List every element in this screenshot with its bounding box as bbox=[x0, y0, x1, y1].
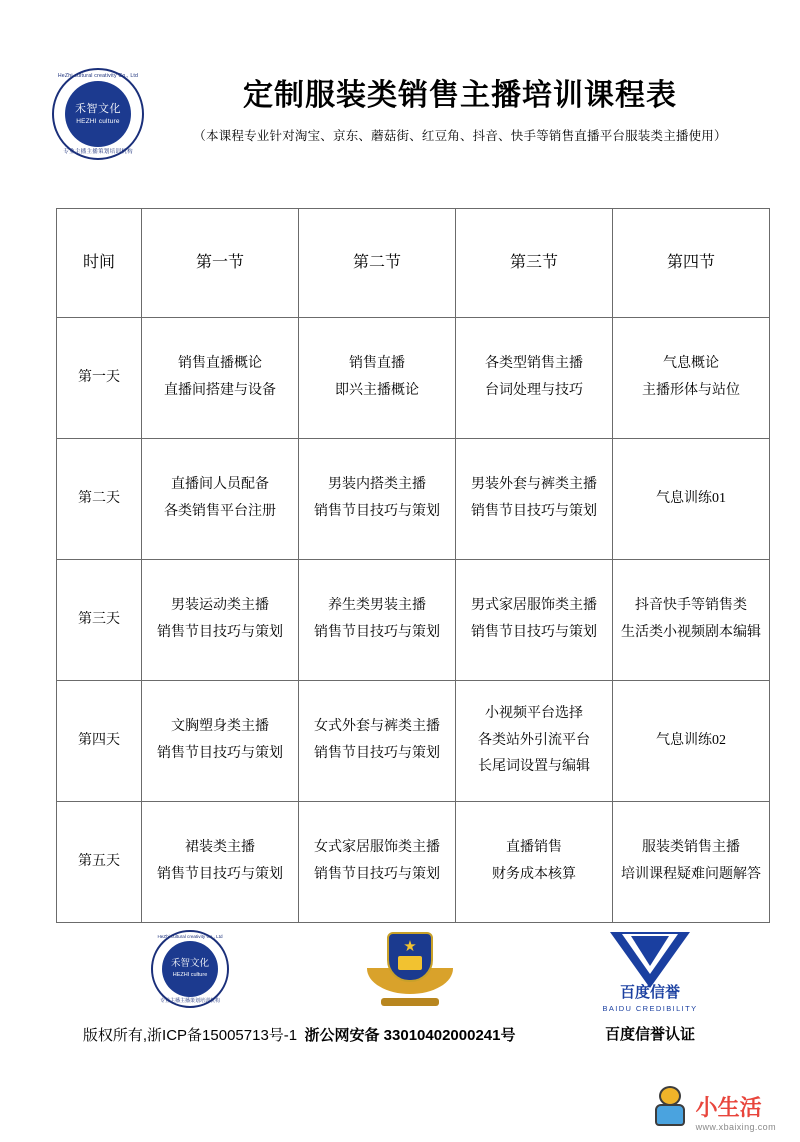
cell-line: 裙装类主播 bbox=[185, 840, 255, 856]
column-header-time: 时间 bbox=[57, 209, 142, 318]
cell-line: 各类型销售主播 bbox=[485, 356, 583, 372]
page-title: 定制服装类销售主播培训课程表 bbox=[243, 79, 677, 112]
cell-day5-session1 bbox=[142, 802, 299, 923]
copyright-badge bbox=[60, 930, 320, 1045]
mascot-head bbox=[659, 1086, 681, 1106]
cell-day2-session3 bbox=[456, 439, 613, 560]
column-header-session-4: 第四节 bbox=[613, 209, 770, 318]
page-subtitle: （本课程专业针对淘宝、京东、蘑菇街、红豆角、抖音、快手等销售直播平台服装类主播使用） bbox=[193, 129, 727, 143]
cell-line: 销售节目技巧与策划 bbox=[314, 504, 440, 519]
cell-line: 销售节目技巧与策划 bbox=[314, 867, 440, 882]
logo-arc-top-text: HeZhi cultural creativity Co., Ltd bbox=[57, 73, 139, 79]
cell-line: 气息训练02 bbox=[656, 732, 726, 748]
table-row bbox=[57, 681, 770, 802]
logo-company-name-en: HEZHI culture bbox=[172, 972, 208, 979]
title-block bbox=[160, 70, 760, 144]
baidu-brand-name: 百度信誉 bbox=[619, 984, 680, 1001]
site-watermark bbox=[650, 1086, 776, 1132]
cell-line: 销售节目技巧与策划 bbox=[314, 625, 440, 640]
row-label-day: 第五天 bbox=[57, 802, 142, 923]
cell-line: 男式家居服饰类主播 bbox=[471, 598, 597, 614]
table-row bbox=[57, 802, 770, 923]
cell-day5-session2 bbox=[299, 802, 456, 923]
police-beian-text: 浙公网安备 33010402000241号 bbox=[304, 1027, 516, 1044]
logo-inner-disc bbox=[65, 81, 131, 147]
cell-line: 小视频平台选择 bbox=[485, 706, 583, 722]
cell-line: 销售节目技巧与策划 bbox=[157, 867, 283, 882]
cell-day3-session1 bbox=[142, 560, 299, 681]
cell-day4-session1 bbox=[142, 681, 299, 802]
baidu-v-core bbox=[631, 936, 669, 966]
watermark-url: www.xbaixing.com bbox=[695, 1122, 776, 1132]
cell-line: 即兴主播概论 bbox=[335, 383, 419, 398]
cell-line: 男装内搭类主播 bbox=[328, 477, 426, 493]
cell-day1-session3 bbox=[456, 318, 613, 439]
table-body bbox=[57, 318, 770, 923]
cell-line: 直播间人员配备 bbox=[171, 477, 269, 493]
cell-line: 各类销售平台注册 bbox=[164, 504, 276, 519]
logo-arc-bottom-text: 专业主播主播策划培训机构 bbox=[63, 149, 133, 155]
cell-day3-session3 bbox=[456, 560, 613, 681]
cell-line: 销售节目技巧与策划 bbox=[314, 746, 440, 761]
cell-day3-session2 bbox=[299, 560, 456, 681]
logo-arc-top-text: HeZhi cultural creativity Co., Ltd bbox=[157, 934, 223, 939]
table-row bbox=[57, 318, 770, 439]
mascot-body bbox=[655, 1104, 685, 1126]
emblem-base bbox=[381, 998, 439, 1006]
cell-line: 男装运动类主播 bbox=[171, 598, 269, 614]
row-label-day: 第一天 bbox=[57, 318, 142, 439]
copyright-text: 版权所有,浙ICP备15005713号-1 bbox=[82, 1027, 298, 1044]
cell-line: 主播形体与站位 bbox=[642, 383, 740, 398]
table-header-row bbox=[57, 209, 770, 318]
cell-line: 销售节目技巧与策划 bbox=[157, 746, 283, 761]
cell-line: 直播销售 bbox=[506, 840, 562, 856]
baidu-credibility-badge[interactable] bbox=[540, 930, 760, 1044]
logo-company-name-cn: 禾智文化 bbox=[170, 958, 209, 970]
cell-line: 文胸塑身类主播 bbox=[171, 719, 269, 735]
cell-day2-session4 bbox=[613, 439, 770, 560]
emblem-gate bbox=[398, 956, 422, 970]
cell-day4-session3 bbox=[456, 681, 613, 802]
column-header-session-3: 第三节 bbox=[456, 209, 613, 318]
mascot-icon bbox=[650, 1086, 690, 1132]
cell-line: 直播间搭建与设备 bbox=[164, 383, 276, 398]
watermark-title: 小生活 bbox=[695, 1095, 762, 1120]
watermark-text-column bbox=[696, 1097, 776, 1132]
cell-day4-session2 bbox=[299, 681, 456, 802]
cell-line: 财务成本核算 bbox=[492, 867, 576, 882]
row-label-day: 第四天 bbox=[57, 681, 142, 802]
baidu-v-icon bbox=[608, 930, 692, 1002]
cell-line: 养生类男装主播 bbox=[328, 598, 426, 614]
company-logo-small bbox=[151, 930, 229, 1008]
document-footer bbox=[0, 930, 800, 1070]
table-row bbox=[57, 560, 770, 681]
cell-line: 长尾词设置与编辑 bbox=[478, 759, 590, 775]
cell-day2-session1 bbox=[142, 439, 299, 560]
cell-day4-session4 bbox=[613, 681, 770, 802]
cell-day2-session2 bbox=[299, 439, 456, 560]
cell-day1-session4 bbox=[613, 318, 770, 439]
logo-arc-bottom-text: 专业主播主播策划培训机构 bbox=[159, 998, 220, 1004]
cell-line: 销售节目技巧与策划 bbox=[471, 504, 597, 519]
cell-line: 女式外套与裤类主播 bbox=[314, 719, 440, 735]
cell-line: 培训课程疑难问题解答 bbox=[621, 867, 761, 882]
cell-line: 各类站外引流平台 bbox=[478, 732, 590, 748]
logo-company-name-en: HEZHI culture bbox=[76, 117, 120, 125]
cell-line: 销售节目技巧与策划 bbox=[157, 625, 283, 640]
cell-line: 销售直播概论 bbox=[178, 356, 262, 372]
cell-day1-session2 bbox=[299, 318, 456, 439]
cell-line: 服装类销售主播 bbox=[642, 840, 740, 856]
cell-line: 女式家居服饰类主播 bbox=[314, 840, 440, 856]
cell-line: 抖音快手等销售类 bbox=[635, 598, 747, 614]
logo-company-name-cn: 禾智文化 bbox=[75, 102, 121, 115]
cell-day1-session1 bbox=[142, 318, 299, 439]
column-header-session-1: 第一节 bbox=[142, 209, 299, 318]
cell-line: 气息训练01 bbox=[656, 490, 726, 506]
cell-line: 台词处理与技巧 bbox=[485, 383, 583, 398]
column-header-session-2: 第二节 bbox=[299, 209, 456, 318]
emblem-star-icon: ★ bbox=[403, 939, 417, 955]
baidu-caption: 百度信誉认证 bbox=[604, 1026, 695, 1043]
logo-inner-disc bbox=[162, 941, 218, 997]
cell-day3-session4 bbox=[613, 560, 770, 681]
police-beian-badge[interactable] bbox=[300, 930, 520, 1045]
document-header bbox=[0, 60, 800, 170]
table-row bbox=[57, 439, 770, 560]
company-logo bbox=[52, 68, 144, 160]
cell-line: 气息概论 bbox=[663, 356, 719, 372]
cell-line: 男装外套与裤类主播 bbox=[471, 477, 597, 493]
row-label-day: 第三天 bbox=[57, 560, 142, 681]
cell-line: 生活类小视频剧本编辑 bbox=[621, 625, 761, 640]
cell-line: 销售直播 bbox=[349, 356, 405, 372]
table-header-row-group bbox=[57, 209, 770, 318]
cell-line: 销售节目技巧与策划 bbox=[471, 625, 597, 640]
cell-day5-session3 bbox=[456, 802, 613, 923]
cell-day5-session4 bbox=[613, 802, 770, 923]
baidu-brand-name-en: BAIDU CREDIBILITY bbox=[602, 1004, 698, 1013]
police-emblem-icon bbox=[367, 932, 453, 1010]
row-label-day: 第二天 bbox=[57, 439, 142, 560]
course-schedule-table bbox=[56, 208, 770, 923]
